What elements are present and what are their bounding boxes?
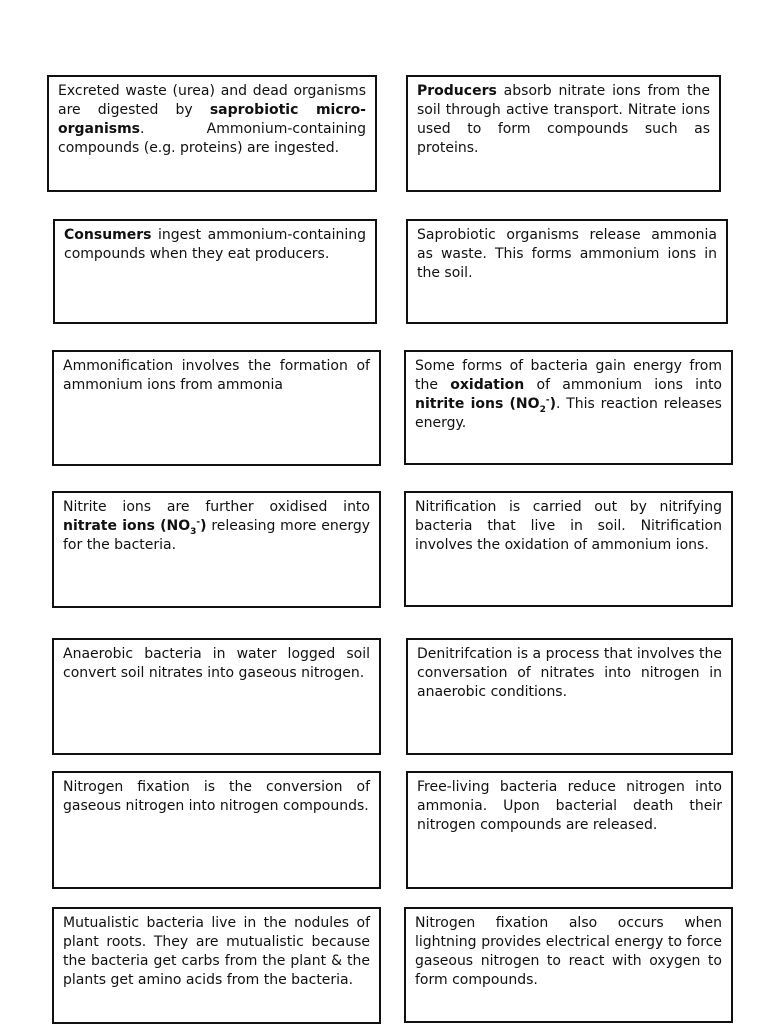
card-text: Nitrite ions are further oxidised into nitrate ions $(NO_3^-)$ releasing more energy for the bacteria.: [63, 499, 370, 553]
card-text: Ammonification involves the formation of ammonium ions from ammonia: [63, 358, 370, 393]
card-text: Excreted waste (urea) and dead organisms are digested by saprobiotic micro-organisms. Ammonium-containing compounds (e.g. proteins) are ingested.: [58, 83, 366, 156]
card-consumers: [53, 219, 377, 324]
card-text: Saprobiotic organisms release ammonia as waste. This forms ammonium ions in the soil.: [417, 227, 717, 281]
card-nitrate-oxidation: [52, 491, 381, 608]
card-saprobiotic-digestion: [47, 75, 377, 192]
card-text: Denitrifcation is a process that involves the conversation of nitrates into nitrogen in anaerobic conditions.: [417, 646, 722, 700]
card-free-living-bacteria: [406, 771, 733, 889]
card-text: Nitrogen fixation also occurs when lightning provides electrical energy to force gaseous nitrogen to react with oxygen to form compounds.: [415, 915, 722, 988]
bold-term: nitrate ions $(NO_3^-)$: [63, 517, 207, 537]
card-anaerobic-bacteria: [52, 638, 381, 755]
card-nitrification: [404, 491, 733, 607]
card-text: Nitrogen fixation is the conversion of gaseous nitrogen into nitrogen compounds.: [63, 779, 370, 814]
card-saprobiotic-ammonia: [406, 219, 728, 324]
bold-term: Producers: [417, 83, 497, 99]
bold-term: Consumers: [64, 227, 152, 243]
card-text: Free-living bacteria reduce nitrogen into ammonia. Upon bacterial death their nitrogen compounds are released.: [417, 779, 722, 833]
card-text: Some forms of bacteria gain energy from the oxidation of ammonium ions into nitrite ions $(NO_2^-)$. This reaction releases energy.: [415, 358, 722, 431]
bold-term: oxidation: [450, 377, 525, 393]
card-text: Anaerobic bacteria in water logged soil convert soil nitrates into gaseous nitrogen.: [63, 646, 370, 681]
card-producers: [406, 75, 721, 192]
bold-term: saprobiotic micro-organisms: [58, 102, 366, 137]
card-text: Consumers ingest ammonium-containing compounds when they eat producers.: [64, 227, 366, 262]
bold-term: nitrite ions $(NO_2^-)$: [415, 395, 556, 415]
card-lightning-fixation: [404, 907, 733, 1023]
card-text: Nitrification is carried out by nitrifying bacteria that live in soil. Nitrification involves the oxidation of ammonium ions.: [415, 499, 722, 553]
card-mutualistic-bacteria: [52, 907, 381, 1024]
card-text: Producers absorb nitrate ions from the soil through active transport. Nitrate ions used to form compounds such as proteins.: [417, 83, 710, 156]
card-text: Mutualistic bacteria live in the nodules of plant roots. They are mutualistic because the bacteria get carbs from the plant & the plants get amino acids from the bacteria.: [63, 915, 370, 988]
card-ammonification: [52, 350, 381, 466]
card-denitrification: [406, 638, 733, 755]
card-nitrogen-fixation: [52, 771, 381, 889]
card-nitrite-oxidation: [404, 350, 733, 465]
